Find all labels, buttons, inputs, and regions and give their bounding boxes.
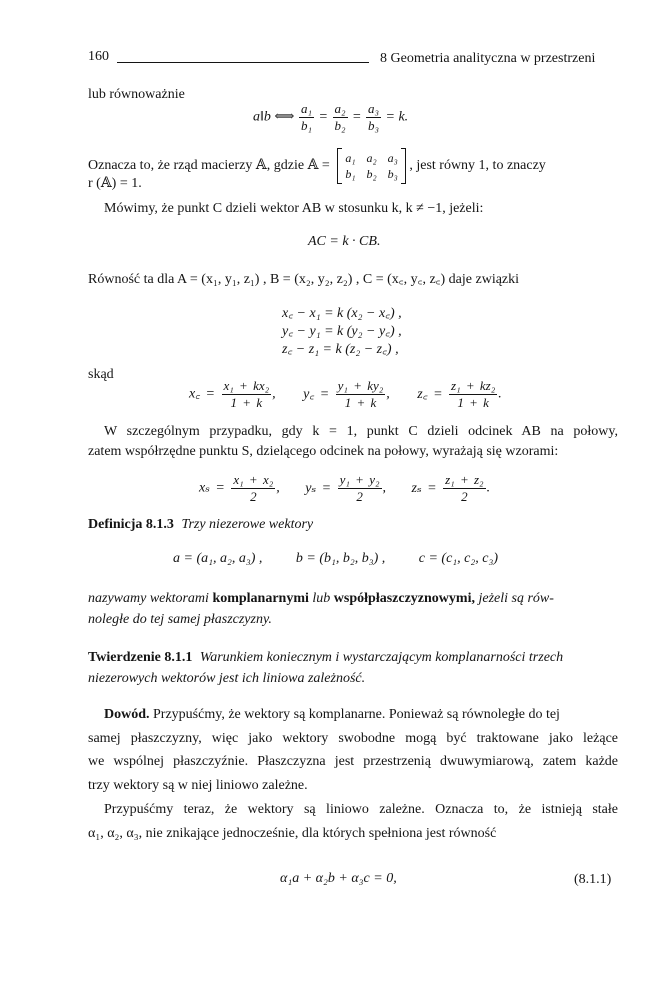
fraction-a1-b1: $\frac{\text{a₁}}{\text{b₁}}$	[301, 101, 313, 133]
paragraph-mowimy: Mówimy, że punkt C dzieli wektor AB w stosunku k, k ≠ −1, jeżeli:	[104, 201, 484, 216]
equation-relation-y: y꜀ − y₁ = k (y₂ − y꜀) ,	[282, 324, 402, 339]
proof-line-2: samej płaszczyzny, więc jako wektory swobodne mogą być traktowane jako leżące	[88, 731, 618, 746]
fraction-a3-b3: $\frac{\text{a₃}}{\text{b₃}}$	[367, 101, 380, 133]
fraction-a2-b2: $\frac{\text{a₂}}{\text{b₂}}$	[334, 101, 346, 133]
proof-line-5: Przypuśćmy teraz, że wektory są liniowo zależne. Oznacza to, że istnieją stałe	[104, 802, 618, 817]
proof-line-1: Dowód. Przypuśćmy, że wektory są komplanarne. Ponieważ są równoległe do tej	[104, 707, 560, 722]
paragraph-szczegolny-2: zatem współrzędne punktu S, dzielącego odcinek na połowy, wyrażają się wzorami:	[88, 444, 559, 459]
equation-ac-kcb: AC = k · CB.	[308, 234, 381, 249]
text-skad: skąd	[88, 367, 114, 382]
paragraph-rownosc: Równość ta dla A = (x₁, y₁, z₁) , B = (x₂, y₂, z₂) , C = (x꜀, y꜀, z꜀) daje związki	[88, 272, 520, 287]
text-rank: r (𝔸) = 1.	[88, 176, 142, 191]
matrix-A: a₁ a₂ a₃ b₁ b₂ b₃	[337, 150, 406, 182]
proof-line-3: we wspólnej płaszczyźnie. Płaszczyzna jest przestrzenią dwuwymiarową, zatem każde	[88, 754, 618, 769]
equation-parallel: a‖b ⟺ $\frac{\text{a₁}}{\text{b₁}}$ = $\frac{\text{a₂}}{\text{b₂}}$ = $\frac{\text{a₃}}{\text{b₃}}$ = k.	[253, 101, 409, 133]
header-rule	[117, 62, 369, 63]
equation-vectors: a = (a₁, a₂, a₃) , b = (b₁, b₂, b₃) , c = (c₁, c₂, c₃)	[173, 551, 498, 566]
definition-label: Definicja 8.1.3	[88, 517, 174, 532]
equation-number: (8.1.1)	[574, 872, 612, 887]
running-title: 8 Geometria analityczna w przestrzeni	[380, 51, 596, 66]
theorem-label: Twierdzenie 8.1.1	[88, 650, 193, 665]
paragraph-oznacza: Oznacza to, że rząd macierzy 𝔸, gdzie 𝔸 = a₁ a₂ a₃ b₁ b₂ b₃ , jest równy 1, to znaczy	[88, 150, 546, 182]
page-number: 160	[88, 49, 109, 64]
equation-relation-z: z꜀ − z₁ = k (z₂ − z꜀) ,	[282, 342, 399, 357]
definition-title: Trzy niezerowe wektory	[181, 517, 314, 532]
theorem-line-1: Twierdzenie 8.1.1 Warunkiem koniecznym i wystarczającym komplanarności trzech	[88, 650, 564, 665]
proof-line-4: trzy wektory są w niej liniowo zależne.	[88, 778, 308, 793]
equation-relation-x: x꜀ − x₁ = k (x₂ − x꜀) ,	[282, 306, 402, 321]
equation-point-c: x꜀ = $\frac{\text{x₁ + kx₂}}{1 + k}$ , y꜀ = $\frac{\text{y₁ + ky₂}}{1 + k}$ , z꜀ = $\frac{\text{z₁ + kz₂}}{1 + k}$ .	[189, 378, 502, 410]
paragraph-szczegolny-1: W szczególnym przypadku, gdy k = 1, punkt C dzieli odcinek AB na połowy,	[104, 424, 618, 439]
equation-linear-combination: α₁a + α₂b + α₃c = 0,	[280, 871, 397, 886]
definition-body-2: noległe do tej samej płaszczyzny.	[88, 612, 272, 627]
equation-midpoint-s: xₛ = $\frac{\text{x₁ + x₂}}{2}$ , yₛ = $\frac{\text{y₁ + y₂}}{2}$ , zₛ = $\frac{\text{z₁ + z₂}}{2}$ .	[199, 472, 491, 504]
definition-heading	[88, 516, 313, 534]
text-lub-rownowaznie: lub równoważnie	[88, 87, 185, 102]
theorem-line-2: niezerowych wektorów jest ich liniowa zależność.	[88, 671, 366, 686]
parallel-lhs: a‖b ⟺	[253, 109, 295, 125]
proof-label: Dowód.	[104, 707, 150, 722]
proof-line-6: α₁, α₂, α₃, nie znikające jednocześnie, dla których spełniona jest równość	[88, 826, 497, 841]
definition-body-1: nazywamy wektorami komplanarnymi lub współpłaszczyznowymi, jeżeli są rów-	[88, 591, 554, 606]
